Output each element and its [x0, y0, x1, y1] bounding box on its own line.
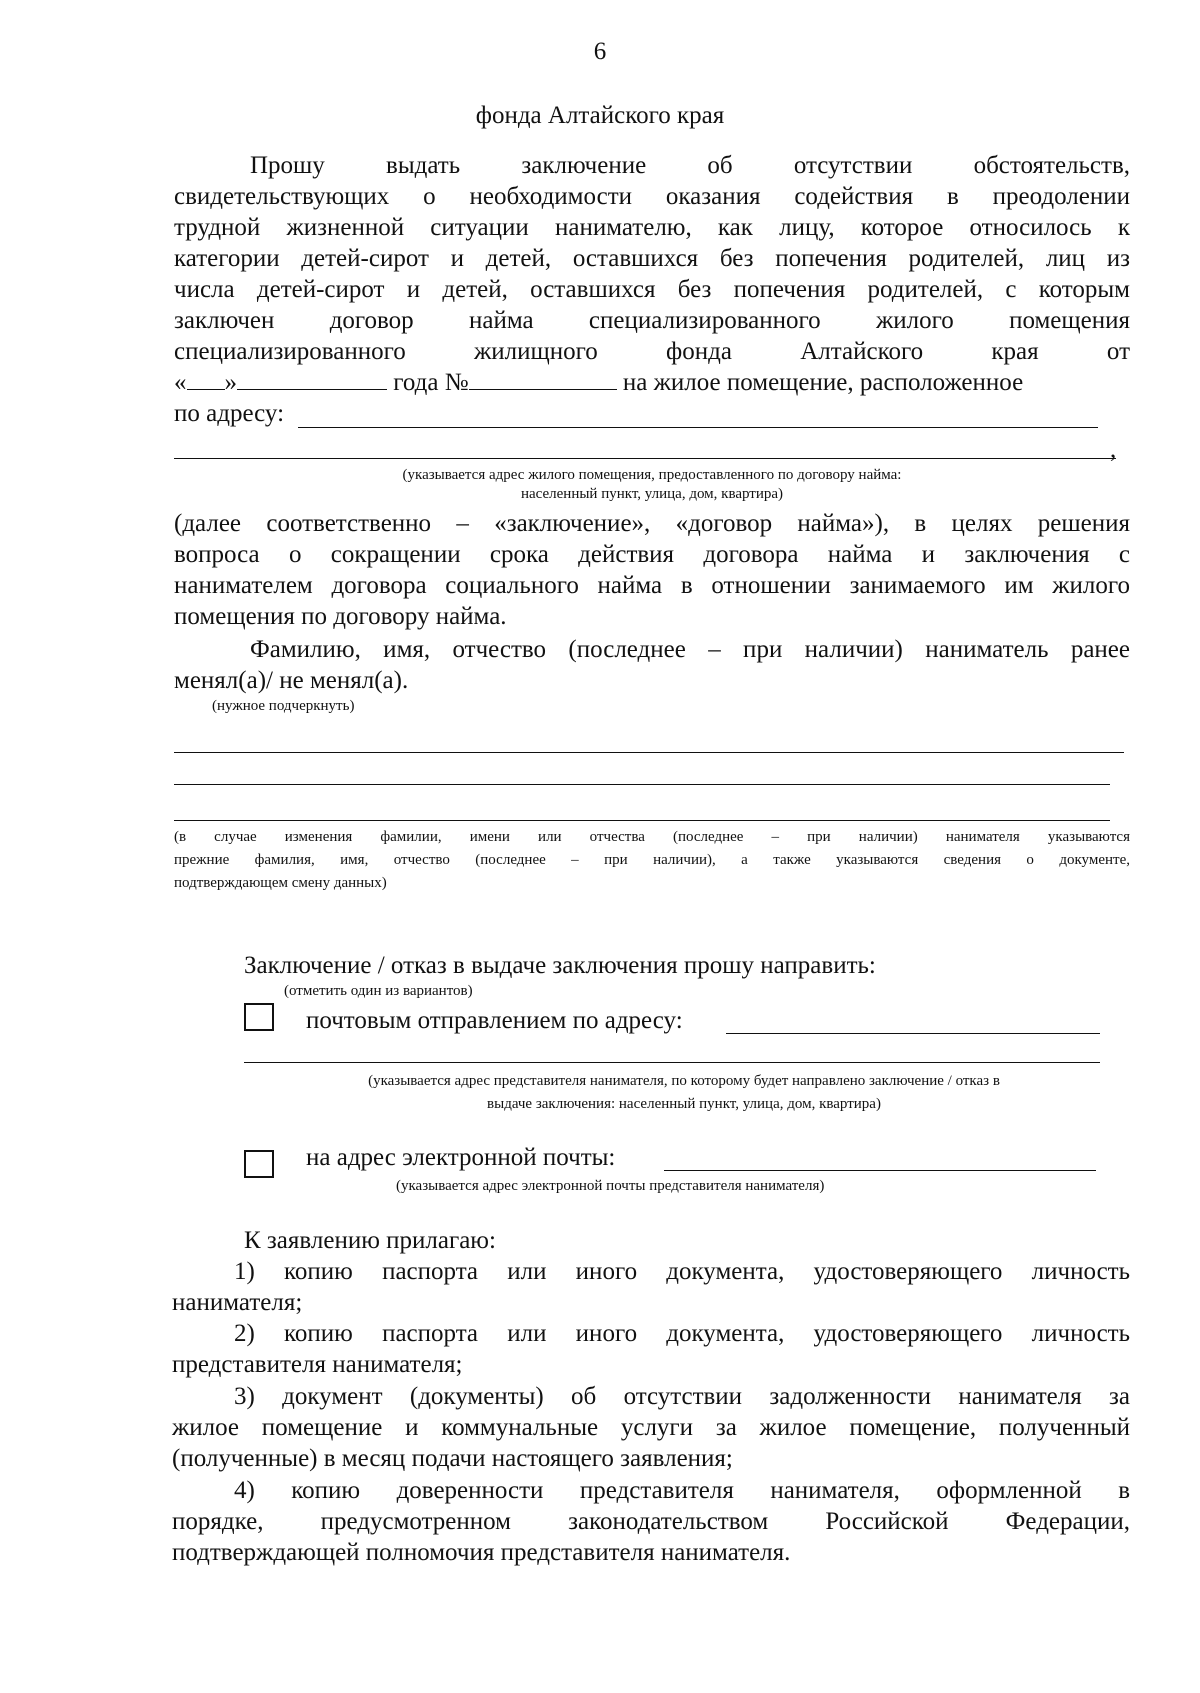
purpose-line-2: вопроса о сокращении срока действия договора найма и заключения с: [174, 541, 1130, 568]
month-blank[interactable]: [237, 367, 387, 390]
delivery-hint: (отметить один из вариантов): [284, 983, 473, 999]
name-change-line-2: менял(а)/ не менял(а).: [174, 667, 409, 694]
previous-name-blank-1[interactable]: [174, 752, 1124, 753]
name-change-hint: (нужное подчеркнуть): [212, 698, 355, 714]
premises-label: на жилое помещение, расположенное: [622, 369, 1024, 396]
attachment-3-line-2: жилое помещение и коммунальные услуги за жилое помещение, полученный: [172, 1414, 1130, 1441]
option-post-label: почтовым отправлением по адресу:: [306, 1007, 683, 1034]
address-hint-2: населенный пункт, улица, дом, квартира): [520, 486, 784, 502]
address-hint-1: (указывается адрес жилого помещения, предоставленного по договору найма:: [402, 467, 902, 483]
post-hint-2: выдаче заключения: населенный пункт, улица, дом, квартира): [487, 1096, 881, 1112]
name-change-note-3: подтверждающем смену данных): [174, 875, 387, 891]
post-delivery-checkbox[interactable]: [244, 1003, 274, 1031]
request-line-7: специализированного жилищного фонда Алтайского края от: [174, 338, 1130, 365]
attachments-title: К заявлению прилагаю:: [244, 1227, 496, 1254]
attachment-4-line-1: 4) копию доверенности представителя нанимателя, оформленной в: [234, 1477, 1130, 1504]
previous-name-blank-3[interactable]: [174, 820, 1110, 821]
purpose-line-1: (далее соответственно – «заключение», «договор найма»), в целях решения: [174, 510, 1130, 537]
purpose-line-4: помещения по договору найма.: [174, 603, 507, 630]
request-line-2: свидетельствующих о необходимости оказания содействия в преодолении: [174, 183, 1130, 210]
email-delivery-checkbox[interactable]: [244, 1150, 274, 1178]
header-line: фонда Алтайского края: [475, 102, 725, 129]
purpose-line-3: нанимателем договора социального найма в отношении занимаемого им жилого: [174, 572, 1130, 599]
attachment-2-line-1: 2) копию паспорта или иного документа, удостоверяющего личность: [234, 1320, 1130, 1347]
request-line-3: трудной жизненной ситуации нанимателю, как лицу, которое относилось к: [174, 214, 1130, 241]
address-label: по адресу:: [174, 400, 285, 427]
address-blank-1[interactable]: [298, 427, 1098, 428]
attachment-1-line-1: 1) копию паспорта или иного документа, удостоверяющего личность: [234, 1258, 1130, 1285]
request-line-4: категории детей-сирот и детей, оставшихся без попечения родителей, лиц из: [174, 245, 1130, 272]
request-line-5: числа детей-сирот и детей, оставшихся без попечения родителей, с которым: [174, 276, 1130, 303]
contract-number-blank[interactable]: [469, 367, 617, 390]
previous-name-blank-2[interactable]: [174, 784, 1110, 785]
request-line-6: заключен договор найма специализированного жилого помещения: [174, 307, 1130, 334]
date-close-quote: »: [224, 369, 237, 396]
day-blank[interactable]: [187, 367, 225, 390]
address-blank-2[interactable]: [174, 458, 1116, 459]
post-hint-1: (указывается адрес представителя нанимателя, по которому будет направлено заключение / отказ в: [368, 1073, 1000, 1089]
name-change-note-1: (в случае изменения фамилии, имени или отчества (последнее – при наличии) нанимателя указываются: [174, 829, 1130, 845]
option-email-label: на адрес электронной почты:: [306, 1144, 616, 1171]
page-number: 6: [593, 38, 607, 65]
delivery-title: Заключение / отказ в выдаче заключения прошу направить:: [244, 952, 876, 979]
post-address-blank-2[interactable]: [244, 1062, 1100, 1063]
year-label: года №: [393, 369, 469, 396]
attachment-4-line-3: подтверждающей полномочия представителя нанимателя.: [172, 1539, 791, 1566]
name-change-line-1: Фамилию, имя, отчество (последнее – при наличии) наниматель ранее: [250, 636, 1130, 663]
attachment-4-line-2: порядке, предусмотренном законодательством Российской Федерации,: [172, 1508, 1130, 1535]
attachment-3-line-1: 3) документ (документы) об отсутствии задолженности нанимателя за: [234, 1383, 1130, 1410]
post-address-blank-1[interactable]: [726, 1033, 1100, 1034]
contract-date-line: [174, 367, 1134, 398]
address-comma: ,: [1110, 436, 1117, 463]
request-line-1: Прошу выдать заключение об отсутствии обстоятельств,: [250, 152, 1130, 179]
attachment-1-line-2: нанимателя;: [172, 1289, 303, 1316]
email-blank[interactable]: [664, 1170, 1096, 1171]
name-change-note-2: прежние фамилия, имя, отчество (последнее – при наличии), а также указываются сведения о документе,: [174, 852, 1130, 868]
email-hint: (указывается адрес электронной почты представителя нанимателя): [396, 1178, 825, 1194]
attachment-3-line-3: (полученные) в месяц подачи настоящего заявления;: [172, 1445, 733, 1472]
date-open-quote: «: [174, 369, 187, 396]
attachment-2-line-2: представителя нанимателя;: [172, 1351, 463, 1378]
